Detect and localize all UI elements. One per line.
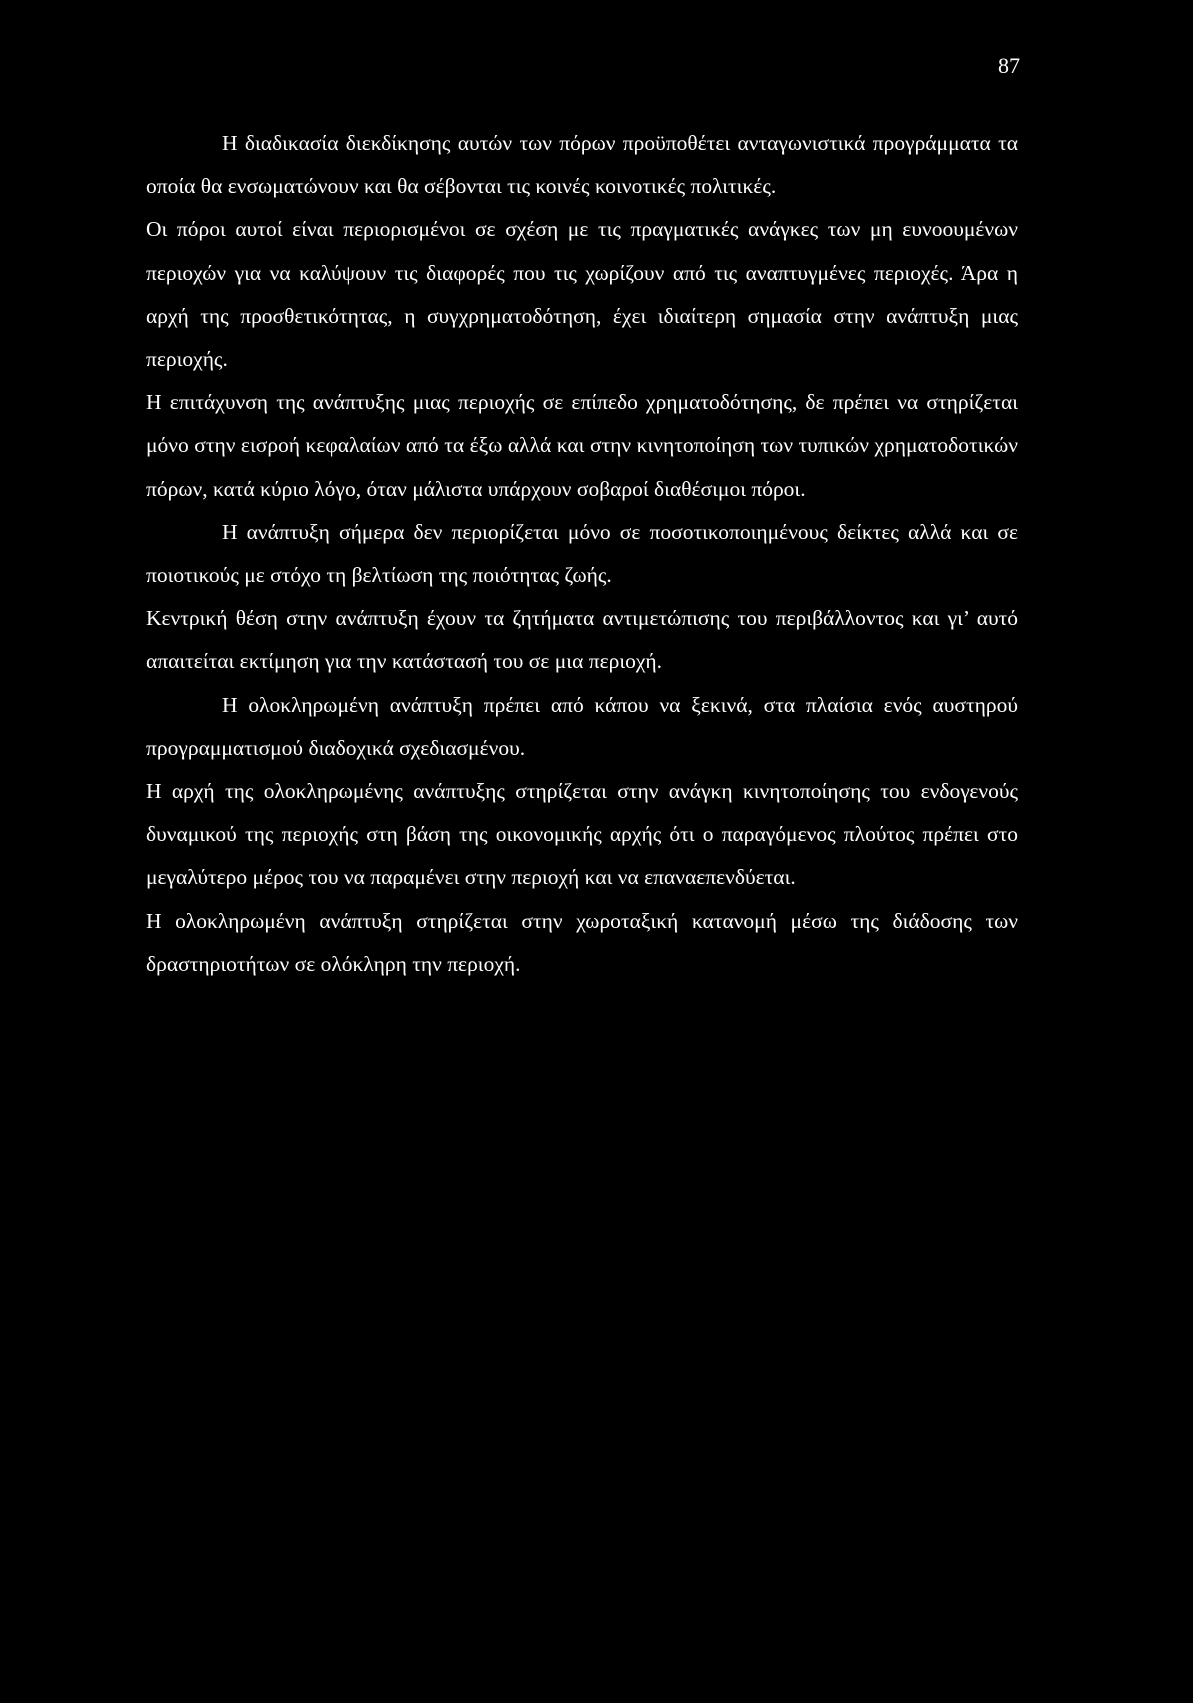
- paragraph: Η ολοκληρωμένη ανάπτυξη στηρίζεται στην χωροταξική κατανομή μέσω της διάδοσης των δραστηριοτήτων σε ολόκληρη την περιοχή.: [146, 908, 1018, 976]
- paragraph: Η ολοκληρωμένη ανάπτυξη πρέπει από κάπου να ξεκινά, στα πλαίσια ενός αυστηρού προγραμματισμού διαδοχικά σχεδιασμένου.: [146, 692, 1018, 760]
- document-body: [146, 122, 1018, 986]
- paragraph: Οι πόροι αυτοί είναι περιορισμένοι σε σχέση με τις πραγματικές ανάγκες των μη ευνοουμένων περιοχών για να καλύψουν τις διαφορές που τις χωρίζουν από τις αναπτυγμένες περιοχές. Άρα η αρχή της προσθετικότητας, η συγχρηματοδότηση, έχει ιδιαίτερη σημασία στην ανάπτυξη μιας περιοχής.: [146, 217, 1018, 372]
- paragraph: Η ανάπτυξη σήμερα δεν περιορίζεται μόνο σε ποσοτικοποιημένους δείκτες αλλά και σε ποιοτικούς με στόχο τη βελτίωση της ποιότητας ζωής.: [146, 519, 1018, 588]
- paragraph: Η αρχή της ολοκληρωμένης ανάπτυξης στηρίζεται στην ανάγκη κινητοποίησης του ενδογενούς δυναμικού της περιοχής στη βάση της οικονομικής αρχής ότι ο παραγόμενος πλούτος πρέπει στο μεγαλύτερο μέρος του να παραμένει στην περιοχή και να επαναεπενδύεται.: [146, 779, 1018, 890]
- paragraph: Κεντρική θέση στην ανάπτυξη έχουν τα ζητήματα αντιμετώπισης του περιβάλλοντος και γι’ αυτό απαιτείται εκτίμηση για την κατάστασή του σε μια περιοχή.: [146, 606, 1018, 674]
- paragraph: Η διαδικασία διεκδίκησης αυτών των πόρων προϋποθέτει ανταγωνιστικά προγράμματα τα οποία θα ενσωματώνουν και θα σέβονται τις κοινές κοινοτικές πολιτικές.: [146, 131, 1018, 199]
- page-number: 87: [998, 53, 1020, 78]
- paragraph: Η επιτάχυνση της ανάπτυξης μιας περιοχής σε επίπεδο χρηματοδότησης, δε πρέπει να στηρίζεται μόνο στην εισροή κεφαλαίων από τα έξω αλλά και στην κινητοποίηση των τυπικών χρηματοδοτικών πόρων, κατά κύριο λόγο, όταν μάλιστα υπάρχουν σοβαροί διαθέσιμοι πόροι.: [146, 390, 1018, 501]
